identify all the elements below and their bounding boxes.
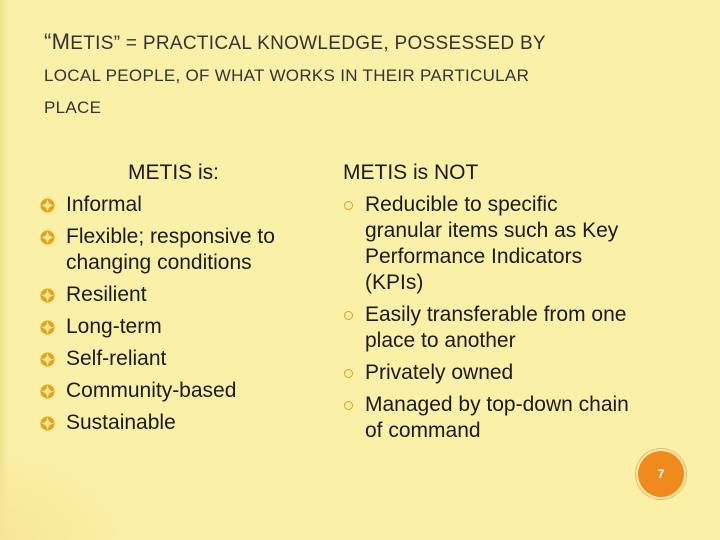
list-item <box>40 314 320 340</box>
ring-bullet-icon <box>344 369 353 378</box>
ring-bullet-icon <box>344 201 353 210</box>
left-heading: METIS is: <box>128 161 220 184</box>
list-item <box>40 378 320 404</box>
list-item <box>340 302 640 354</box>
title-line-1 <box>44 26 684 60</box>
list-item <box>40 224 320 276</box>
ring-bullet-icon <box>344 401 353 410</box>
page-number-badge: 7 <box>638 451 684 497</box>
flower-bullet-icon <box>40 320 55 335</box>
list-item-text: Informal <box>66 193 142 216</box>
right-heading: METIS is NOT <box>343 161 479 184</box>
list-item-text: Resilient <box>66 283 147 306</box>
right-list <box>340 192 640 444</box>
title-line-2: LOCAL PEOPLE, OF WHAT WORKS IN THEIR PARTICULAR <box>44 66 530 85</box>
flower-bullet-icon <box>40 384 55 399</box>
list-item-text: Easily transferable from one place to another <box>365 303 627 352</box>
flower-bullet-icon <box>40 416 55 431</box>
slide-title <box>44 26 684 124</box>
left-list <box>40 192 320 436</box>
title-open-quote: “ <box>44 29 52 54</box>
flower-bullet-icon <box>40 230 55 245</box>
list-item-text: Long-term <box>66 315 162 338</box>
list-item <box>40 192 320 218</box>
flower-bullet-icon <box>40 288 55 303</box>
list-item <box>40 346 320 372</box>
list-item <box>40 410 320 436</box>
left-column <box>40 160 320 442</box>
list-item-text: Flexible; responsive to changing conditions <box>66 225 275 274</box>
corner-decoration <box>0 440 140 540</box>
flower-bullet-icon <box>40 198 55 213</box>
title-initial: M <box>51 29 71 54</box>
list-item <box>340 392 640 444</box>
list-item-text: Self-reliant <box>66 347 167 370</box>
list-item <box>340 360 640 386</box>
flower-bullet-icon <box>40 352 55 367</box>
list-item-text: Privately owned <box>365 361 514 384</box>
title-line-1-text: ETIS” = PRACTICAL KNOWLEDGE, POSSESSED BY <box>70 33 546 54</box>
list-item-text: Sustainable <box>66 411 176 434</box>
list-item-text: Reducible to specific granular items such as Key Performance Indicators (KPIs) <box>365 193 619 294</box>
list-item <box>340 192 640 296</box>
list-item-text: Managed by top-down chain of command <box>365 393 629 442</box>
list-item <box>40 282 320 308</box>
list-item-text: Community-based <box>66 379 237 402</box>
title-line-3: PLACE <box>44 98 102 117</box>
ring-bullet-icon <box>344 311 353 320</box>
right-column <box>340 160 640 450</box>
